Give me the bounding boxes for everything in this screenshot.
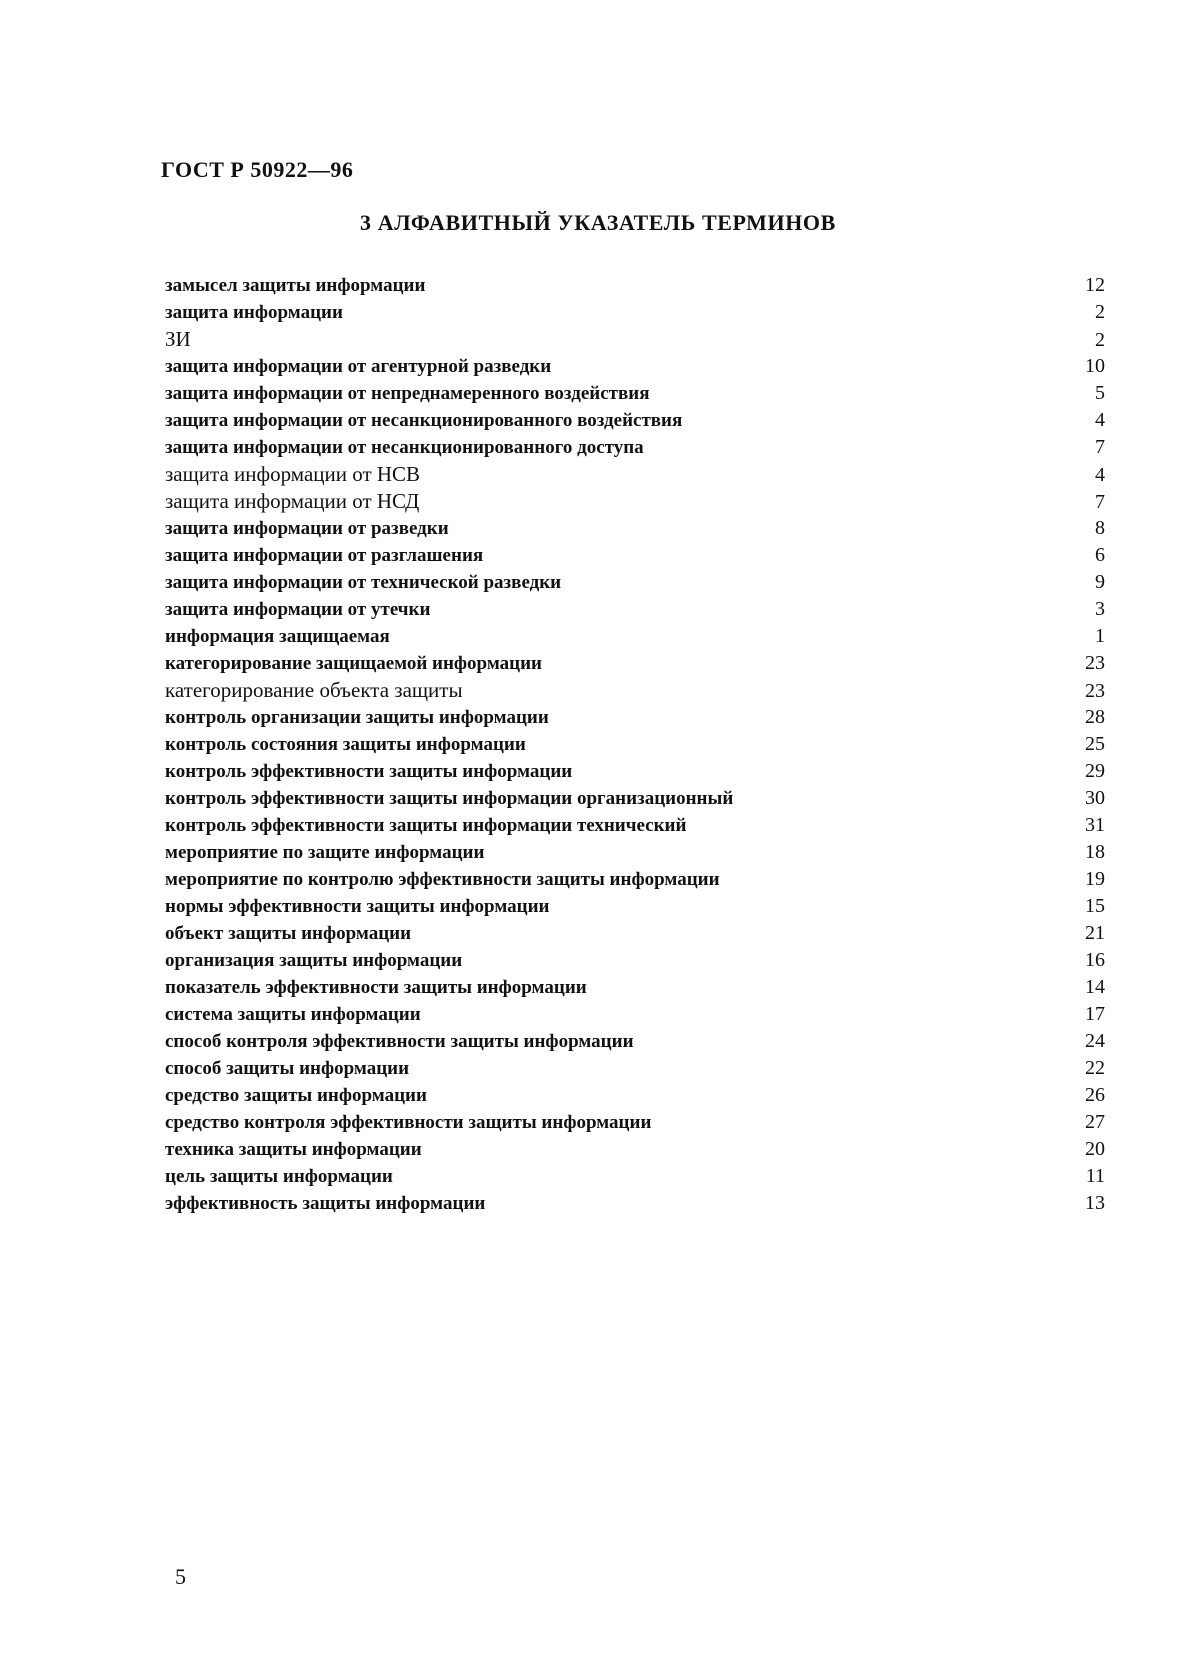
index-ref-number: 30 [1085,787,1105,809]
index-ref-number: 26 [1085,1084,1105,1106]
index-ref-number: 21 [1085,922,1105,944]
index-term: объект защиты информации [165,923,412,944]
index-term: информация защищаемая [165,626,390,647]
index-entry [165,299,1105,326]
index-ref-number: 2 [1095,301,1105,323]
index-ref-number: 14 [1085,976,1105,998]
index-ref-number: 31 [1085,814,1105,836]
index-ref-number: 1 [1095,625,1105,647]
index-ref-number: 18 [1085,841,1105,863]
index-entry [165,893,1105,920]
index-entry [165,515,1105,542]
index-ref-number: 28 [1085,706,1105,728]
index-entry [165,1001,1105,1028]
index-term: защита информации от НСД [165,489,420,513]
index-entry [165,1028,1105,1055]
index-term: эффективность защиты информации [165,1193,486,1214]
index-ref-number: 22 [1085,1057,1105,1079]
index-entry [165,704,1105,731]
section-title: 3 АЛФАВИТНЫЙ УКАЗАТЕЛЬ ТЕРМИНОВ [360,210,836,235]
index-ref-number: 12 [1085,274,1105,296]
index-ref-number: 17 [1085,1003,1105,1025]
index-ref-number: 15 [1085,895,1105,917]
index-term: защита информации от разведки [165,518,449,539]
index-term: способ защиты информации [165,1058,410,1079]
index-ref-number: 11 [1085,1165,1105,1187]
index-term: система защиты информации [165,1004,421,1025]
index-ref-number: 10 [1085,355,1105,377]
index-entry [165,650,1105,677]
index-entry [165,785,1105,812]
index-ref-number: 9 [1095,571,1105,593]
index-entry [165,272,1105,299]
index-term: ЗИ [165,327,191,351]
index-term: средство контроля эффективности защиты информации [165,1112,652,1133]
index-entry [165,758,1105,785]
index-entry [165,1082,1105,1109]
index-term: защита информации от утечки [165,599,431,620]
index-entry [165,839,1105,866]
index-ref-number: 13 [1085,1192,1105,1214]
index-entry [165,731,1105,758]
index-term: мероприятие по защите информации [165,842,485,863]
index-term: защита информации от разглашения [165,545,484,566]
index-ref-number: 8 [1095,517,1105,539]
index-term: организация защиты информации [165,950,463,971]
index-entry [165,812,1105,839]
index-term: способ контроля эффективности защиты информации [165,1031,634,1052]
index-term: защита информации от НСВ [165,462,421,486]
page-number: 5 [175,1564,186,1589]
index-entry [165,380,1105,407]
index-entry [165,407,1105,434]
index-term: контроль состояния защиты информации [165,734,526,755]
index-ref-number: 7 [1095,436,1105,458]
index-entry [165,1136,1105,1163]
index-term: контроль эффективности защиты информации [165,761,573,782]
index-entry [165,461,1105,488]
index-entry [165,434,1105,461]
term-index-list [165,272,1105,1217]
index-entry [165,1190,1105,1217]
index-term: средство защиты информации [165,1085,427,1106]
index-ref-number: 2 [1095,329,1105,351]
index-ref-number: 25 [1085,733,1105,755]
index-term: защита информации от несанкционированного воздействия [165,410,683,431]
index-term: контроль эффективности защиты информации организационный [165,788,734,809]
index-ref-number: 16 [1085,949,1105,971]
index-entry [165,1163,1105,1190]
index-ref-number: 20 [1085,1138,1105,1160]
index-ref-number: 7 [1095,491,1105,513]
index-term: защита информации от несанкционированного доступа [165,437,644,458]
index-ref-number: 6 [1095,544,1105,566]
index-term: защита информации от агентурной разведки [165,356,552,377]
index-ref-number: 4 [1095,409,1105,431]
index-entry [165,974,1105,1001]
index-entry [165,677,1105,704]
index-term: контроль организации защиты информации [165,707,549,728]
document-code: ГОСТ Р 50922—96 [161,157,354,182]
index-ref-number: 5 [1095,382,1105,404]
index-ref-number: 23 [1085,652,1105,674]
index-entry [165,866,1105,893]
index-entry [165,569,1105,596]
index-ref-number: 23 [1085,680,1105,702]
index-ref-number: 27 [1085,1111,1105,1133]
index-entry [165,623,1105,650]
index-term: цель защиты информации [165,1166,393,1187]
index-entry [165,1055,1105,1082]
index-entry [165,596,1105,623]
index-entry [165,326,1105,353]
index-term: контроль эффективности защиты информации технический [165,815,687,836]
index-entry [165,542,1105,569]
index-term: замысел защиты информации [165,275,426,296]
index-entry [165,1109,1105,1136]
index-ref-number: 4 [1095,464,1105,486]
index-term: мероприятие по контролю эффективности защиты информации [165,869,720,890]
index-entry [165,353,1105,380]
index-term: защита информации [165,302,343,323]
index-term: техника защиты информации [165,1139,422,1160]
index-term: защита информации от технической разведки [165,572,562,593]
index-entry [165,488,1105,515]
index-term: категорирование объекта защиты [165,678,463,702]
index-ref-number: 29 [1085,760,1105,782]
index-entry [165,920,1105,947]
index-term: нормы эффективности защиты информации [165,896,550,917]
index-term: показатель эффективности защиты информации [165,977,587,998]
index-entry [165,947,1105,974]
index-ref-number: 24 [1085,1030,1105,1052]
index-ref-number: 3 [1095,598,1105,620]
index-term: категорирование защищаемой информации [165,653,542,674]
index-ref-number: 19 [1085,868,1105,890]
index-term: защита информации от непреднамеренного воздействия [165,383,650,404]
